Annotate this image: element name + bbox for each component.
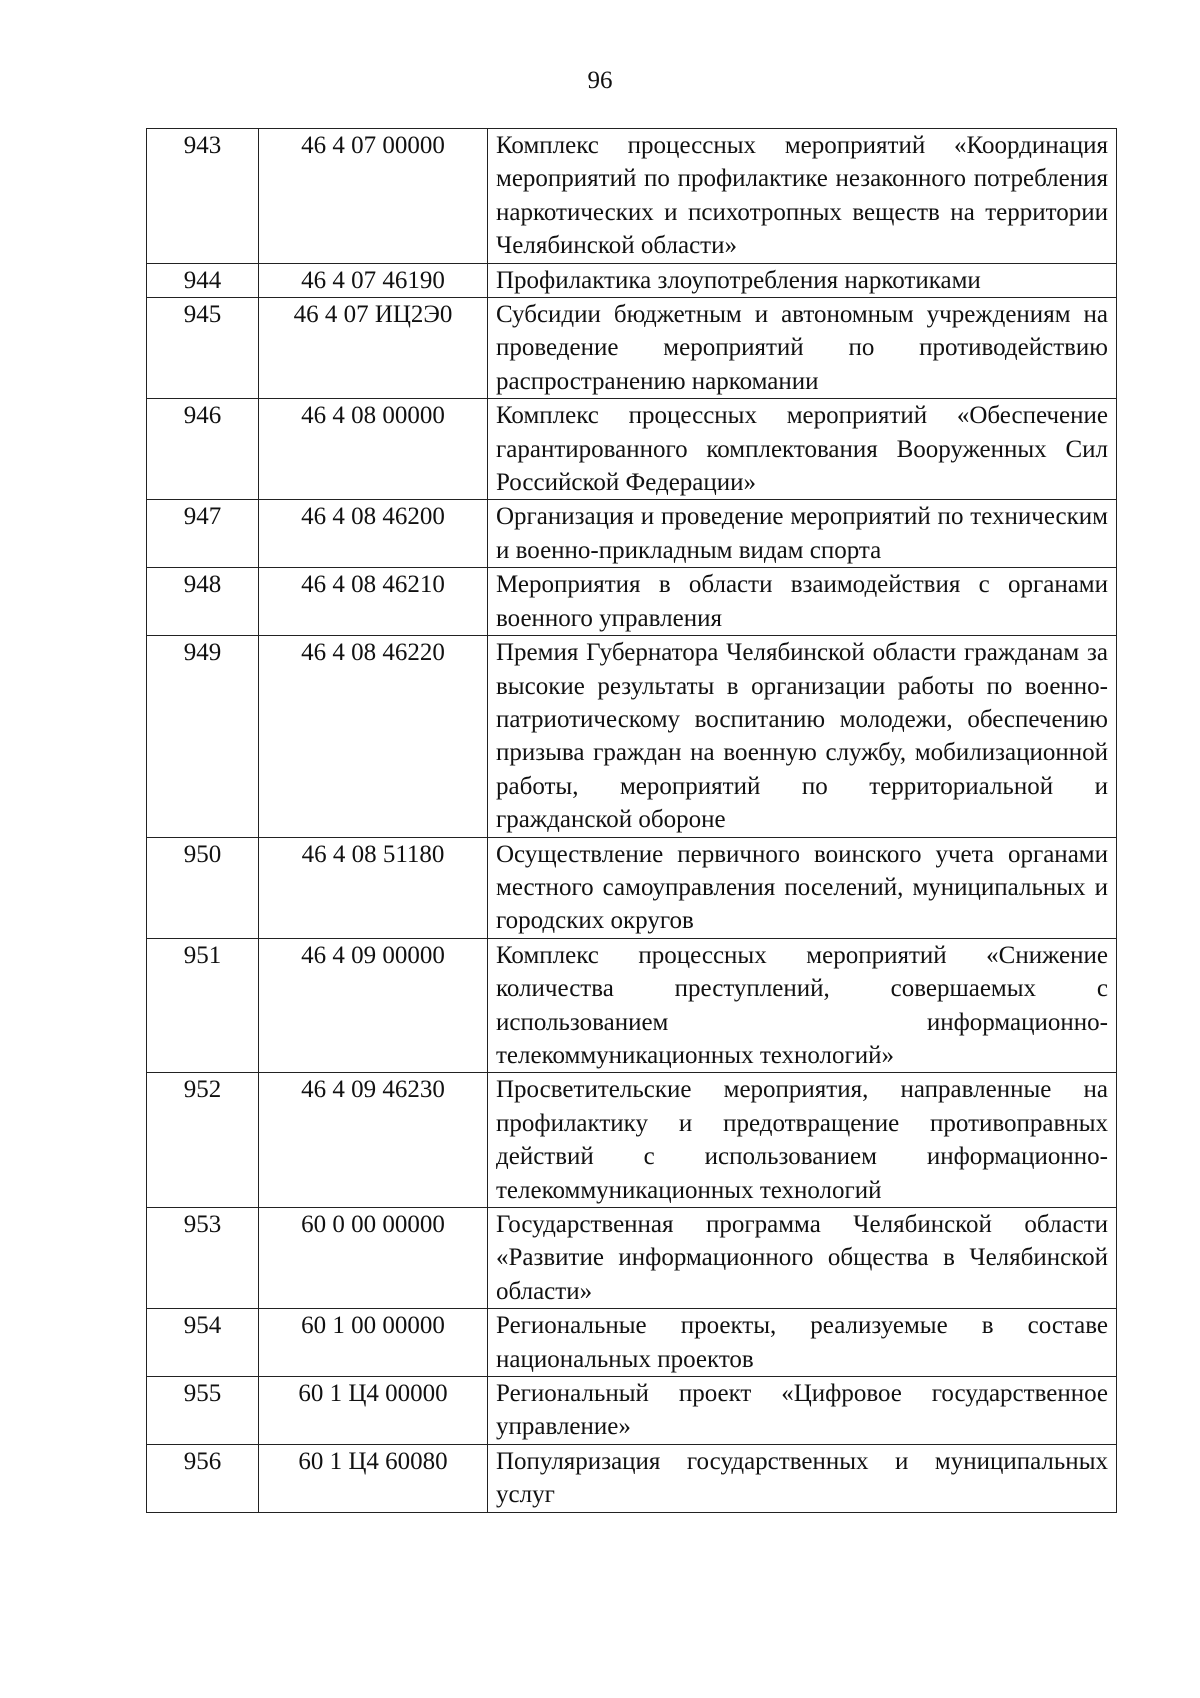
row-number: 948	[147, 568, 259, 636]
table-row	[147, 399, 1117, 500]
target-code: 60 1 Ц4 00000	[259, 1377, 488, 1445]
row-number: 956	[147, 1444, 259, 1512]
target-code: 60 1 Ц4 60080	[259, 1444, 488, 1512]
table-row	[147, 263, 1117, 297]
table-row	[147, 1444, 1117, 1512]
item-name: Мероприятия в области взаимодействия с органами военного управления	[488, 568, 1117, 636]
row-number: 949	[147, 636, 259, 837]
item-name: Организация и проведение мероприятий по техническим и военно-прикладным видам спорта	[488, 500, 1117, 568]
item-name: Осуществление первичного воинского учета органами местного самоуправления поселений, муниципальных и городских округов	[488, 837, 1117, 938]
table-row	[147, 1073, 1117, 1208]
target-code: 60 1 00 00000	[259, 1309, 488, 1377]
row-number: 951	[147, 938, 259, 1073]
target-code: 46 4 07 00000	[259, 129, 488, 264]
item-name: Профилактика злоупотребления наркотиками	[488, 263, 1117, 297]
item-name: Государственная программа Челябинской области «Развитие информационного общества в Челябинской области»	[488, 1208, 1117, 1309]
table-row	[147, 298, 1117, 399]
row-number: 943	[147, 129, 259, 264]
row-number: 955	[147, 1377, 259, 1445]
item-name: Региональные проекты, реализуемые в составе национальных проектов	[488, 1309, 1117, 1377]
table-row	[147, 1377, 1117, 1445]
target-code: 46 4 07 46190	[259, 263, 488, 297]
item-name: Просветительские мероприятия, направленные на профилактику и предотвращение противоправных действий с использованием информационно-телекоммуникационных технологий	[488, 1073, 1117, 1208]
target-code: 46 4 09 46230	[259, 1073, 488, 1208]
row-number: 947	[147, 500, 259, 568]
target-code: 46 4 08 46200	[259, 500, 488, 568]
table-row	[147, 500, 1117, 568]
item-name: Комплекс процессных мероприятий «Обеспечение гарантированного комплектования Вооруженных Сил Российской Федерации»	[488, 399, 1117, 500]
item-name: Региональный проект «Цифровое государственное управление»	[488, 1377, 1117, 1445]
table-row	[147, 636, 1117, 837]
target-code: 46 4 08 00000	[259, 399, 488, 500]
table-row	[147, 1309, 1117, 1377]
target-code: 46 4 08 46220	[259, 636, 488, 837]
table-row	[147, 568, 1117, 636]
item-name: Субсидии бюджетным и автономным учреждениям на проведение мероприятий по противодействию распространению наркомании	[488, 298, 1117, 399]
row-number: 946	[147, 399, 259, 500]
table-row	[147, 129, 1117, 264]
budget-classification-table	[146, 128, 1117, 1513]
target-code: 46 4 08 51180	[259, 837, 488, 938]
target-code: 46 4 08 46210	[259, 568, 488, 636]
table-row	[147, 1208, 1117, 1309]
table-row	[147, 837, 1117, 938]
row-number: 950	[147, 837, 259, 938]
row-number: 954	[147, 1309, 259, 1377]
row-number: 953	[147, 1208, 259, 1309]
target-code: 60 0 00 00000	[259, 1208, 488, 1309]
target-code: 46 4 07 ИЦ2Э0	[259, 298, 488, 399]
row-number: 952	[147, 1073, 259, 1208]
page-number: 96	[587, 67, 613, 94]
item-name: Популяризация государственных и муниципальных услуг	[488, 1444, 1117, 1512]
item-name: Комплекс процессных мероприятий «Снижение количества преступлений, совершаемых с использованием информационно-телекоммуникационных технологий»	[488, 938, 1117, 1073]
target-code: 46 4 09 00000	[259, 938, 488, 1073]
table-row	[147, 938, 1117, 1073]
item-name: Комплекс процессных мероприятий «Координация мероприятий по профилактике незаконного потребления наркотических и психотропных веществ на территории Челябинской области»	[488, 129, 1117, 264]
row-number: 944	[147, 263, 259, 297]
item-name: Премия Губернатора Челябинской области гражданам за высокие результаты в организации работы по военно-патриотическому воспитанию молодежи, обеспечению призыва граждан на военную службу, мобилизационной работы, мероприятий по территориальной и гражданской обороне	[488, 636, 1117, 837]
row-number: 945	[147, 298, 259, 399]
